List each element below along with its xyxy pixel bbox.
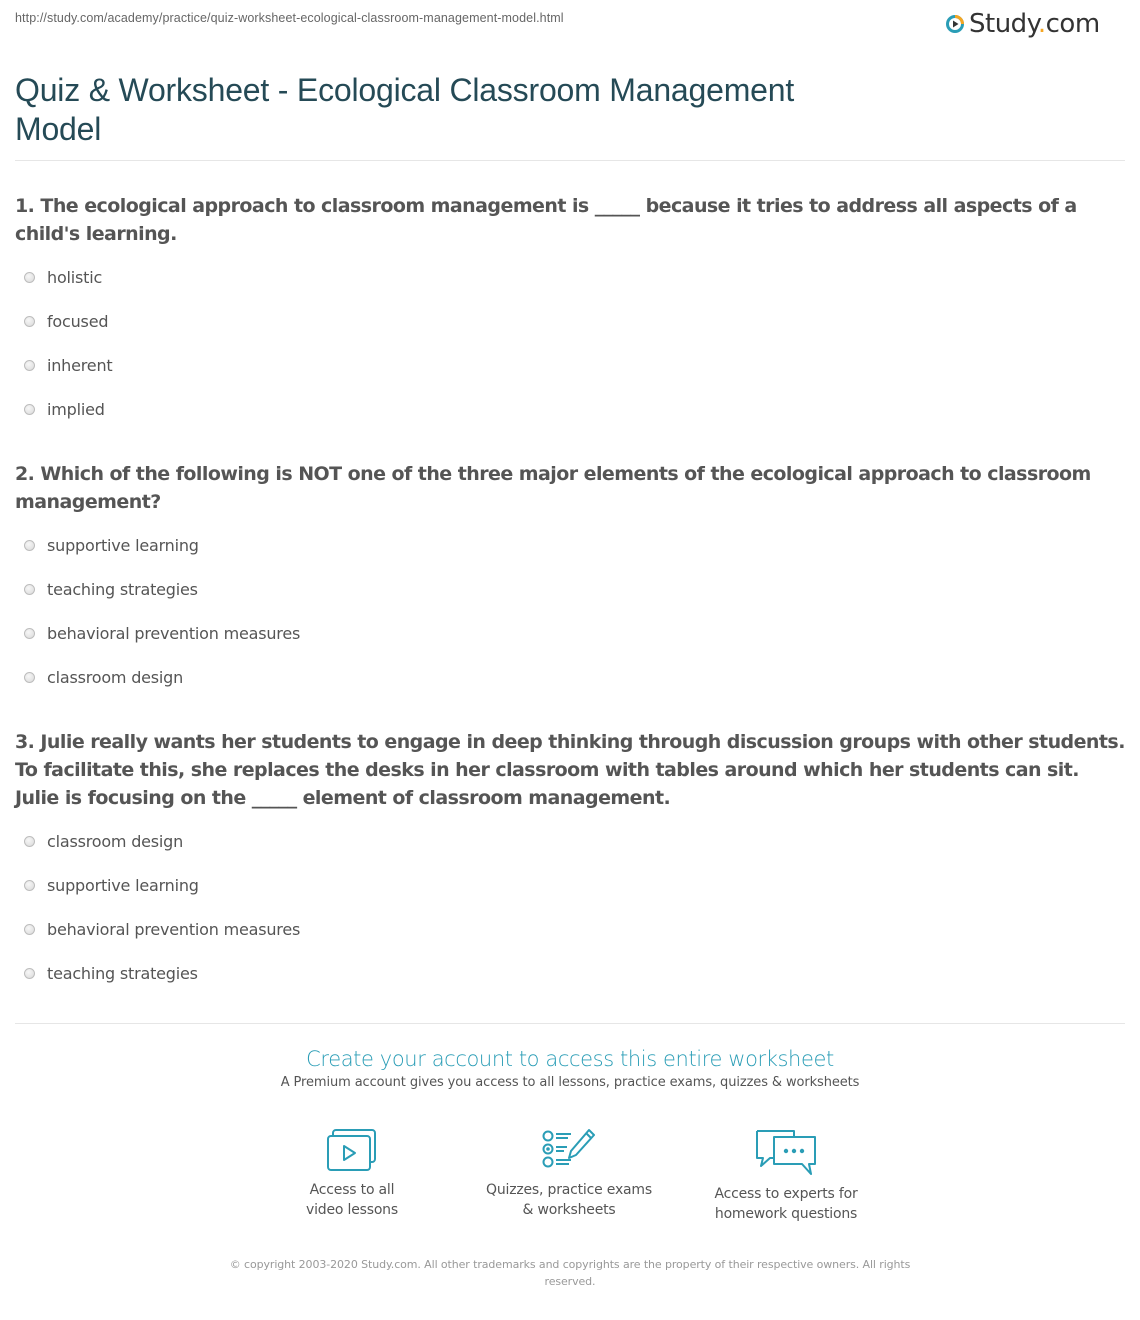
radio-button-icon[interactable] (24, 272, 35, 283)
radio-button-icon[interactable] (24, 584, 35, 595)
radio-button-icon[interactable] (24, 880, 35, 891)
header-divider (15, 160, 1125, 161)
answer-option[interactable]: holistic (15, 255, 1125, 299)
logo-text: Study.com (969, 9, 1100, 39)
question-text: 2. Which of the following is NOT one of the three major elements of the ecological approach to classroom management? (15, 463, 1091, 513)
feature-label: Access to experts for homework questions (714, 1186, 858, 1222)
feature-video-lessons (252, 1128, 452, 1220)
quiz-checklist-icon (541, 1128, 597, 1172)
feature-label: Access to all video lessons (306, 1182, 398, 1218)
copyright-notice: © copyright 2003-2020 Study.com. All other trademarks and copyrights are the property of their respective owners. All rights reserved. (229, 1258, 911, 1288)
answer-options (15, 523, 1125, 699)
answer-option[interactable]: classroom design (15, 819, 1125, 863)
answer-option[interactable]: supportive learning (15, 863, 1125, 907)
question-text: 3. Julie really wants her students to engage in deep thinking through discussion groups with other students. To facilitate this, she replaces the desks in her classroom with tables around which her students can sit. Julie is focusing on the _____ element of classroom management. (15, 731, 1125, 809)
answer-option[interactable]: focused (15, 299, 1125, 343)
radio-button-icon[interactable] (24, 316, 35, 327)
question-text: 1. The ecological approach to classroom management is _____ because it tries to address all aspects of a child's learning. (15, 195, 1077, 245)
answer-option[interactable]: behavioral prevention measures (15, 907, 1125, 951)
question-1 (15, 192, 1125, 431)
feature-label: Quizzes, practice exams & worksheets (486, 1182, 652, 1218)
cta-subtitle: A Premium account gives you access to all lessons, practice exams, quizzes & worksheets (280, 1075, 860, 1090)
answer-option[interactable]: behavioral prevention measures (15, 611, 1125, 655)
radio-button-icon[interactable] (24, 540, 35, 551)
radio-button-icon[interactable] (24, 836, 35, 847)
radio-button-icon[interactable] (24, 924, 35, 935)
answer-option[interactable]: teaching strategies (15, 951, 1125, 995)
answer-options (15, 255, 1125, 431)
study-logo[interactable] (945, 9, 1100, 39)
radio-button-icon[interactable] (24, 404, 35, 415)
chat-bubbles-icon (754, 1128, 818, 1176)
feature-experts (686, 1128, 886, 1224)
page-url: http://study.com/academy/practice/quiz-worksheet-ecological-classroom-management-model.html (15, 11, 564, 25)
radio-button-icon[interactable] (24, 672, 35, 683)
signup-cta (0, 1045, 1140, 1090)
radio-button-icon[interactable] (24, 628, 35, 639)
answer-option[interactable]: implied (15, 387, 1125, 431)
answer-option[interactable]: classroom design (15, 655, 1125, 699)
content-divider (15, 1023, 1125, 1024)
play-circle-logo-icon (945, 14, 965, 34)
page-title: Quiz & Worksheet - Ecological Classroom Management Model (15, 72, 795, 147)
question-2 (15, 460, 1125, 699)
video-lessons-icon (326, 1128, 378, 1172)
radio-button-icon[interactable] (24, 968, 35, 979)
radio-button-icon[interactable] (24, 360, 35, 371)
question-3 (15, 728, 1125, 995)
answer-option[interactable]: supportive learning (15, 523, 1125, 567)
feature-quizzes (469, 1128, 669, 1220)
answer-option[interactable]: inherent (15, 343, 1125, 387)
answer-options (15, 819, 1125, 995)
answer-option[interactable]: teaching strategies (15, 567, 1125, 611)
cta-title-link[interactable]: Create your account to access this entire worksheet (306, 1047, 834, 1071)
